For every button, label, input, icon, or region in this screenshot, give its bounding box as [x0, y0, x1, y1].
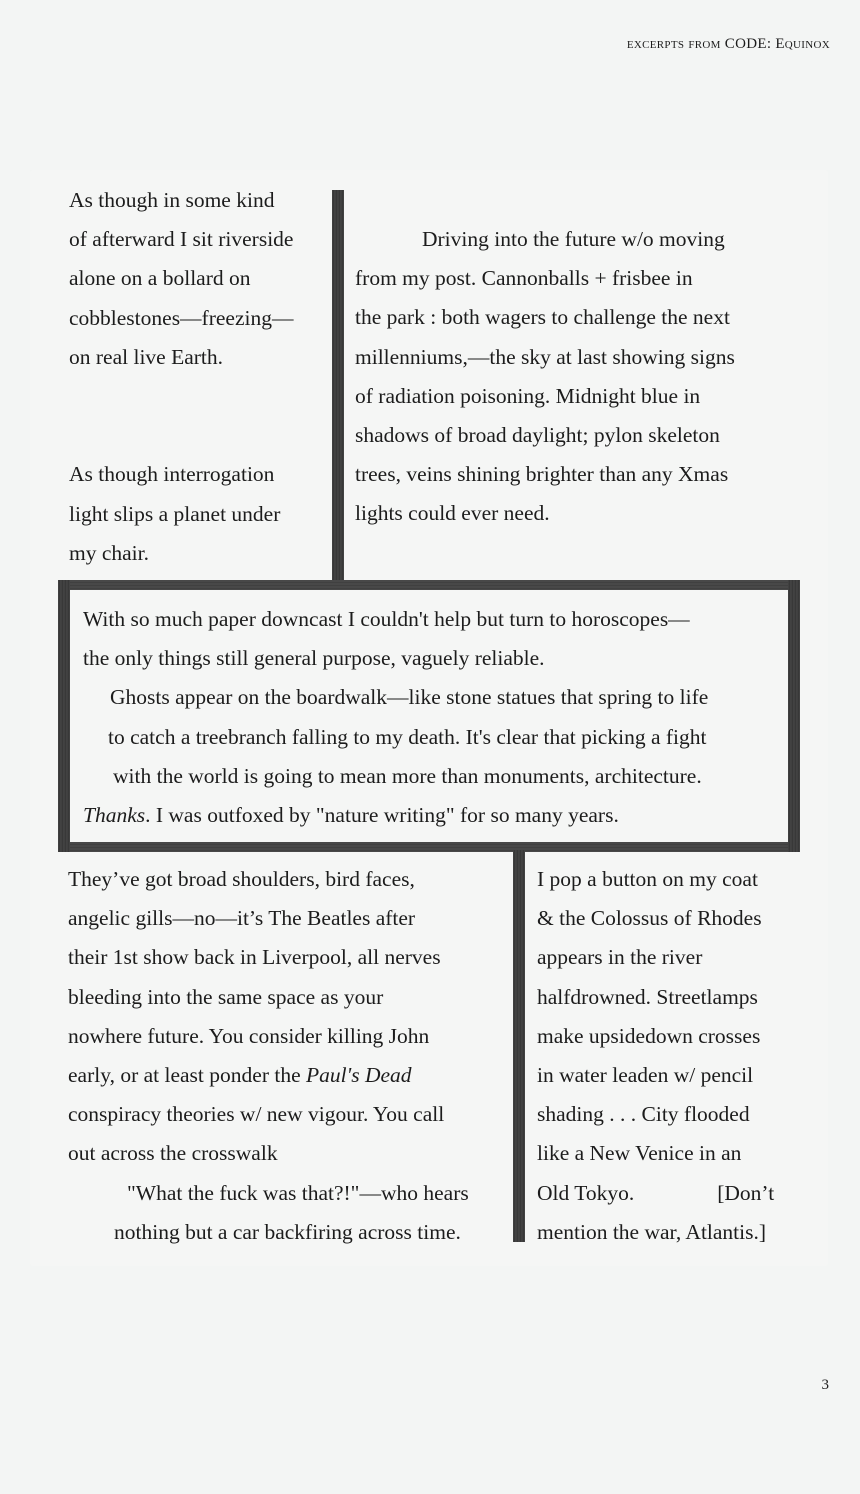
line: alone on a bollard on: [69, 266, 251, 291]
line: halfdrowned. Streetlamps: [537, 984, 758, 1009]
line: with the world is going to mean more than monuments, architecture.: [113, 763, 702, 788]
line: [68, 1056, 469, 1095]
top-divider-bar: [332, 190, 344, 582]
line: their 1st show back in Liverpool, all nerves: [68, 945, 441, 970]
top-right-column: [355, 220, 735, 534]
line: With so much paper downcast I couldn't help but turn to horoscopes—: [83, 607, 690, 631]
header-title: Equinox: [775, 36, 830, 52]
frame-top: [58, 580, 800, 590]
line: bleeding into the same space as your: [68, 984, 384, 1009]
line: trees, veins shining brighter than any Xmas: [355, 462, 729, 487]
line: the only things still general purpose, vaguely reliable.: [83, 646, 545, 671]
line: mention the war, Atlantis.]: [537, 1219, 767, 1244]
line: conspiracy theories w/ new vigour. You call: [68, 1102, 445, 1127]
line: the park : both wagers to challenge the next: [355, 305, 730, 330]
line-left: Old Tokyo.: [537, 1180, 635, 1205]
line: angelic gills—no—it’s The Beatles after: [68, 906, 416, 931]
header-prefix: excerpts from: [626, 36, 721, 52]
middle-box-text: [83, 600, 708, 835]
line: on real live Earth.: [69, 344, 224, 369]
line: shading . . . City flooded: [537, 1102, 750, 1127]
bottom-right-column: [537, 860, 774, 1252]
line: millenniums,—the sky at last showing signs: [355, 344, 735, 369]
line-start: early, or at least ponder the: [68, 1063, 306, 1088]
stanza-gap: [69, 377, 293, 455]
line: like a New Venice in an: [537, 1141, 742, 1166]
italic-word: Thanks: [83, 803, 146, 828]
line: my chair.: [69, 540, 150, 565]
frame-right: [788, 580, 800, 852]
line: to catch a treebranch falling to my death. It's clear that picking a fight: [108, 724, 707, 749]
line: out across the crosswalk: [68, 1141, 278, 1166]
line-right: [Don’t: [717, 1180, 775, 1205]
line: appears in the river: [537, 945, 703, 970]
line: They’ve got broad shoulders, bird faces,: [68, 867, 415, 891]
frame-left: [58, 580, 70, 852]
page-number: 3: [821, 1377, 829, 1393]
line: nowhere future. You consider killing John: [68, 1023, 430, 1048]
line: make upsidedown crosses: [537, 1023, 761, 1048]
line: cobblestones—freezing—: [69, 305, 294, 330]
bottom-divider-bar: [513, 850, 525, 1242]
line: from my post. Cannonballs + frisbee in: [355, 266, 693, 291]
line: I pop a button on my coat: [537, 867, 758, 891]
line: nothing but a car backfiring across time.: [114, 1219, 461, 1244]
running-header: [627, 36, 830, 53]
line: of radiation poisoning. Midnight blue in: [355, 383, 701, 408]
line: "What the fuck was that?!"—who hears: [127, 1180, 469, 1205]
line: Driving into the future w/o moving: [422, 227, 725, 251]
line: [83, 796, 708, 835]
top-left-column: [69, 181, 293, 573]
line: & the Colossus of Rhodes: [537, 906, 762, 931]
frame-bottom: [58, 842, 800, 852]
italic-title: Paul's Dead: [306, 1063, 412, 1088]
header-code: CODE:: [724, 36, 772, 52]
line: As though in some kind: [69, 188, 275, 212]
line: in water leaden w/ pencil: [537, 1063, 754, 1088]
line: As though interrogation: [69, 462, 275, 487]
line: shadows of broad daylight; pylon skeleton: [355, 423, 720, 448]
line: light slips a planet under: [69, 501, 281, 526]
bottom-left-column: [68, 860, 469, 1252]
line-rest: . I was outfoxed by "nature writing" for so many years.: [145, 803, 619, 828]
line: [537, 1174, 774, 1213]
line: of afterward I sit riverside: [69, 227, 294, 252]
line: lights could ever need.: [355, 501, 550, 526]
line: Ghosts appear on the boardwalk—like stone statues that spring to life: [110, 685, 709, 710]
